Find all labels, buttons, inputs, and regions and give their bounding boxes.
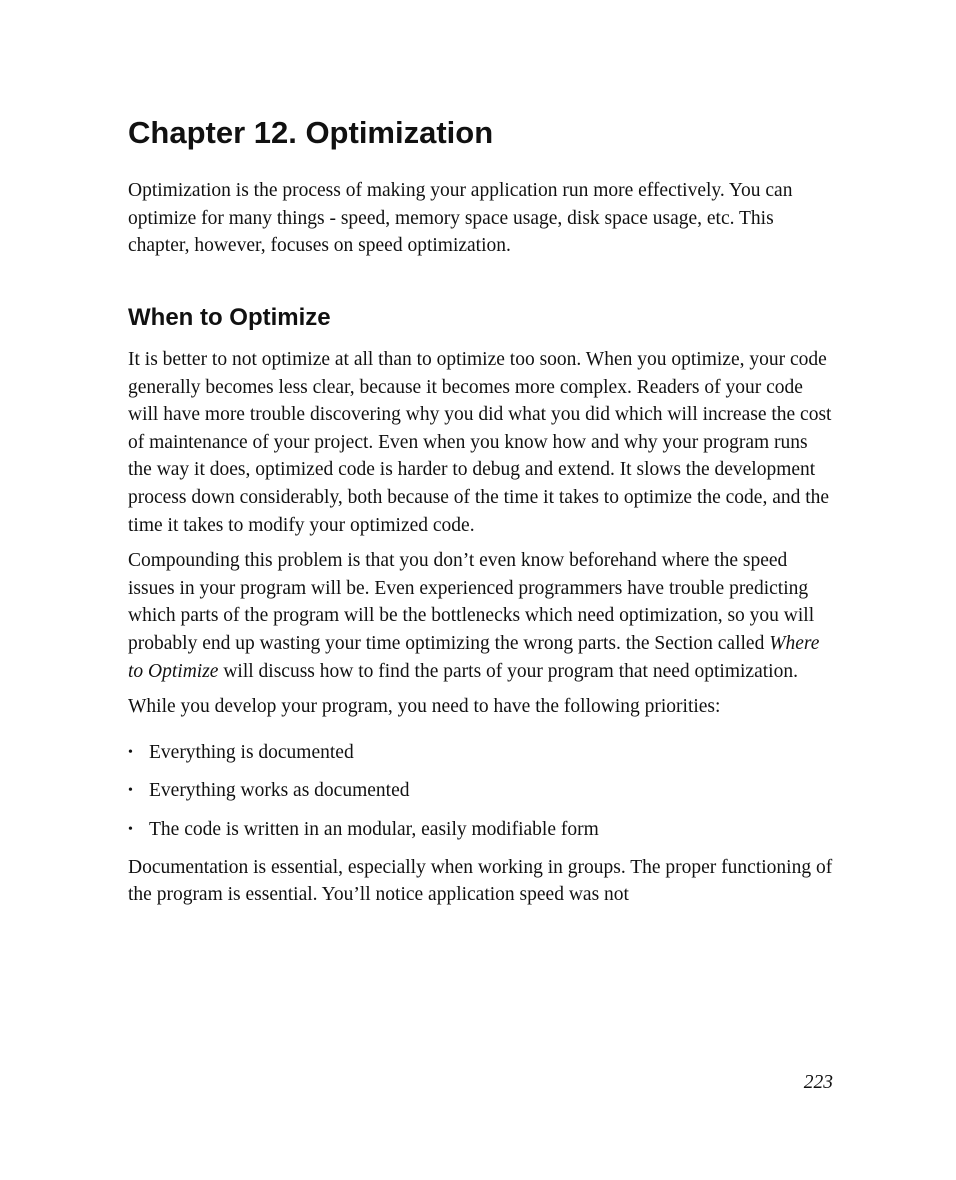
bullet-icon: • (128, 744, 133, 760)
list-item-text: Everything is documented (149, 741, 354, 763)
paragraph-compounding-problem (128, 547, 833, 685)
chapter-intro-paragraph: Optimization is the process of making your application run more effectively. You can optimize for many things - speed, memory space usage, disk space usage, etc. This chapter, however, focuses on speed optimization. (128, 180, 793, 257)
cross-reference-where-to-optimize: Where to Optimize (128, 632, 820, 682)
list-item-text: Everything works as documented (149, 780, 410, 802)
section-title: When to Optimize (128, 304, 331, 331)
bullet-icon: • (128, 783, 133, 799)
paragraph-text-before-link: Compounding this problem is that you don’t even know beforehand where the speed issues in your program will be. Even experienced programmers have trouble predicting which parts of the program will be the bottlenecks which need optimization, so you will probably end up wasting your time optimizing the wrong parts. the Section called (128, 550, 815, 654)
paragraph-priorities-intro: While you develop your program, you need to have the following priorities: (128, 696, 721, 718)
list-item (128, 777, 833, 805)
section-body (128, 346, 833, 917)
list-item (128, 816, 833, 844)
bullet-icon: • (128, 821, 133, 837)
page-number: 223 (803, 1072, 833, 1093)
paragraph-text-after-link: will discuss how to find the parts of your program that need optimization. (218, 660, 798, 682)
list-item (128, 739, 833, 767)
chapter-title: Chapter 12. Optimization (128, 115, 494, 150)
paragraph-documentation-essential: Documentation is essential, especially when working in groups. The proper functioning of the program is essential. You’ll notice application speed was not (128, 856, 833, 906)
paragraph-optimize-too-soon: It is better to not optimize at all than to optimize too soon. When you optimize, your code generally becomes less clear, because it becomes more complex. Readers of your code will have more trouble discovering why you did what you did which will increase the cost of maintenance of your project. Even when you know how and why your program runs the way it does, optimized code is harder to debug and extend. It slows the development process down considerably, both because of the time it takes to optimize the code, and the time it takes to modify your optimized code. (128, 349, 832, 536)
list-item-text: The code is written in an modular, easily modifiable form (149, 818, 599, 840)
priorities-list (128, 739, 833, 843)
